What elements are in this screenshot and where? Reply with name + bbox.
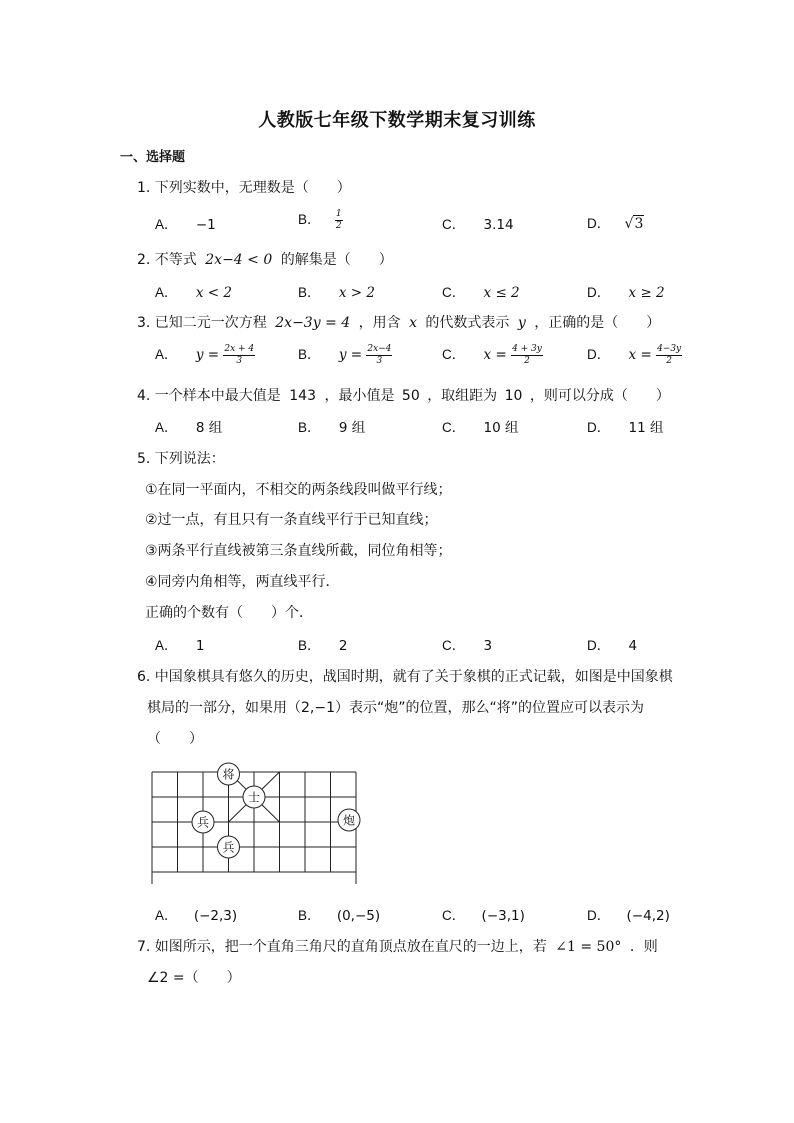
- option-lhs: x =: [483, 347, 507, 363]
- question-5-ask: 正确的个数有（ ）个．: [145, 605, 313, 621]
- option-lhs: x =: [628, 347, 652, 363]
- option-label: C．: [442, 638, 466, 653]
- q4-option-a[interactable]: [155, 416, 222, 436]
- q1-option-b[interactable]: [298, 208, 343, 231]
- q3-option-c[interactable]: [442, 343, 543, 366]
- option-value: 9 组: [338, 420, 366, 436]
- question-6-line-1: 6. 中国象棋具有悠久的历史，战国时期，就有了关于象棋的正式记载，如图是中国象棋: [137, 669, 673, 685]
- q3-option-d[interactable]: [587, 343, 682, 366]
- stem-text: ，正确的是（ ）: [534, 315, 661, 331]
- fraction: [223, 345, 255, 366]
- question-3-stem: [137, 312, 660, 332]
- option-label: B．: [298, 420, 321, 435]
- q6-option-a[interactable]: [155, 904, 237, 924]
- stem-text: ．则: [629, 939, 658, 955]
- piece-shi-label: 士: [247, 790, 261, 805]
- statement-1: ①在同一平面内，不相交的两条线段叫做平行线；: [145, 482, 452, 498]
- q1-option-a[interactable]: [155, 213, 216, 233]
- option-label: B．: [298, 908, 321, 923]
- fraction-numerator: 2x−4: [367, 343, 392, 354]
- q2-option-b[interactable]: [298, 281, 375, 301]
- option-label: C．: [442, 347, 466, 362]
- fraction: [511, 345, 543, 366]
- stem-number: 50: [401, 388, 420, 404]
- option-value: x ≤ 2: [483, 285, 520, 301]
- fraction-numerator: 1: [335, 208, 342, 219]
- stem-text: ，最小值是: [324, 388, 395, 404]
- option-lhs: y =: [195, 347, 220, 363]
- stem-text: ，则可以分成（ ）: [529, 388, 670, 404]
- stem-math: x: [409, 315, 417, 331]
- chess-board-figure: [145, 760, 370, 886]
- option-value: 1: [195, 638, 205, 654]
- option-label: D．: [587, 216, 611, 231]
- fraction-numerator: 4−3y: [657, 343, 682, 354]
- stem-math: 2x−3y = 4: [275, 315, 351, 331]
- piece-jiang: [218, 763, 240, 785]
- piece-bing-2-label: 兵: [222, 840, 235, 855]
- q1-option-d[interactable]: [587, 212, 644, 232]
- piece-jiang-label: 将: [222, 767, 235, 782]
- option-label: C．: [442, 217, 466, 232]
- option-value: 8 组: [195, 420, 223, 436]
- fraction-denominator: 2: [666, 355, 672, 366]
- piece-shi: [243, 786, 265, 808]
- question-6-line-2: 棋局的一部分，如果用（2,−1）表示“炮”的位置，那么“将”的位置应可以表示为: [147, 700, 645, 716]
- option-value: 3: [483, 638, 493, 654]
- fraction-numerator: 2x + 4: [224, 343, 255, 354]
- fraction-denominator: 2: [524, 355, 530, 366]
- option-value: x ≥ 2: [628, 285, 665, 301]
- stem-math: ∠1 = 50°: [555, 939, 622, 955]
- q2-option-c[interactable]: [442, 281, 520, 301]
- stem-text: ，取组距为: [427, 388, 498, 404]
- question-5-stem: 5. 下列说法：: [137, 451, 225, 467]
- option-label: D．: [587, 908, 611, 923]
- q5-option-d[interactable]: [587, 634, 637, 654]
- q3-option-a[interactable]: [155, 343, 255, 366]
- q4-option-d[interactable]: [587, 416, 664, 436]
- fraction-denominator: 3: [376, 355, 383, 366]
- q6-option-d[interactable]: [587, 904, 670, 924]
- q6-option-c[interactable]: [442, 904, 525, 924]
- option-label: A．: [155, 217, 178, 232]
- option-value: (−3,1): [481, 908, 525, 924]
- option-label: B．: [298, 347, 321, 362]
- question-1-stem: 1. 下列实数中，无理数是（ ）: [137, 180, 351, 196]
- option-label: D．: [587, 285, 611, 300]
- q1-option-c[interactable]: [442, 213, 514, 233]
- option-value: 3.14: [483, 217, 514, 233]
- option-value: (0,−5): [336, 908, 381, 924]
- statement-2: ②过一点，有且只有一条直线平行于已知直线；: [145, 512, 438, 528]
- q5-option-b[interactable]: [298, 634, 347, 654]
- question-2-stem: [137, 249, 393, 269]
- fraction-denominator: 2: [335, 220, 342, 231]
- option-label: A．: [155, 908, 178, 923]
- piece-bing-2: [218, 836, 240, 858]
- stem-text: 的代数式表示: [425, 315, 510, 331]
- option-value: 2: [338, 638, 348, 654]
- fraction: [366, 345, 392, 366]
- q4-option-b[interactable]: [298, 416, 365, 436]
- option-lhs: y =: [338, 347, 363, 363]
- fraction-numerator: 4 + 3y: [512, 343, 542, 354]
- q4-option-c[interactable]: [442, 416, 519, 436]
- option-label: D．: [587, 638, 611, 653]
- option-value: 10 组: [483, 420, 519, 436]
- question-7-line-1: [137, 936, 658, 956]
- option-label: D．: [587, 420, 611, 435]
- fraction: [335, 210, 343, 231]
- q5-option-c[interactable]: [442, 634, 492, 654]
- stem-text: ，用含: [358, 315, 401, 331]
- piece-pao: [338, 809, 360, 831]
- stem-text: 7. 如图所示，把一个直角三角尺的直角顶点放在直尺的一边上，若: [137, 939, 547, 955]
- option-value: (−4,2): [626, 908, 670, 924]
- option-value: −1: [195, 217, 216, 233]
- section-heading: 一、选择题: [120, 150, 186, 165]
- option-value: 4: [628, 638, 638, 654]
- q6-option-b[interactable]: [298, 904, 380, 924]
- option-value: (−2,3): [193, 908, 238, 924]
- option-label: A．: [155, 285, 178, 300]
- document-title: 人教版七年级下数学期末复习训练: [258, 110, 536, 131]
- stem-text: 4. 一个样本中最大值是: [137, 388, 281, 404]
- option-value: 11 组: [628, 420, 664, 436]
- statement-3: ③两条平行直线被第三条直线所截，同位角相等；: [145, 543, 452, 559]
- option-label: A．: [155, 638, 178, 653]
- stem-number: 143: [289, 388, 316, 404]
- option-label: A．: [155, 347, 178, 362]
- statement-4: ④同旁内角相等，两直线平行．: [145, 574, 340, 590]
- q3-option-b[interactable]: [298, 343, 392, 366]
- q2-option-a[interactable]: [155, 281, 232, 301]
- stem-text: 3. 已知二元一次方程: [137, 315, 267, 331]
- option-label: C．: [442, 420, 466, 435]
- question-6-line-3: （ ）: [147, 731, 203, 747]
- stem-text: 2. 不等式: [137, 252, 197, 268]
- option-value: x < 2: [195, 285, 232, 301]
- q5-option-a[interactable]: [155, 634, 204, 654]
- fraction-denominator: 3: [236, 355, 243, 366]
- q2-option-d[interactable]: [587, 281, 665, 301]
- option-label: B．: [298, 285, 321, 300]
- stem-math: y: [517, 315, 526, 331]
- option-label: C．: [442, 908, 466, 923]
- stem-text: 的解集是（ ）: [280, 252, 393, 268]
- question-7-line-2: ∠2 =（ ）: [147, 970, 241, 986]
- option-value: x > 2: [338, 285, 375, 301]
- question-4-stem: [137, 385, 670, 405]
- option-label: D．: [587, 347, 611, 362]
- square-root: √3: [624, 216, 644, 232]
- option-label: B．: [298, 212, 321, 227]
- radicand: 3: [634, 216, 644, 232]
- piece-bing-1-label: 兵: [196, 815, 210, 830]
- option-label: B．: [298, 638, 321, 653]
- fraction: [656, 345, 682, 366]
- piece-bing-1: [192, 811, 214, 833]
- stem-math: 2x−4 < 0: [205, 252, 273, 268]
- option-label: C．: [442, 285, 466, 300]
- option-label: A．: [155, 420, 178, 435]
- stem-number: 10: [504, 388, 523, 404]
- piece-pao-label: 炮: [342, 813, 356, 828]
